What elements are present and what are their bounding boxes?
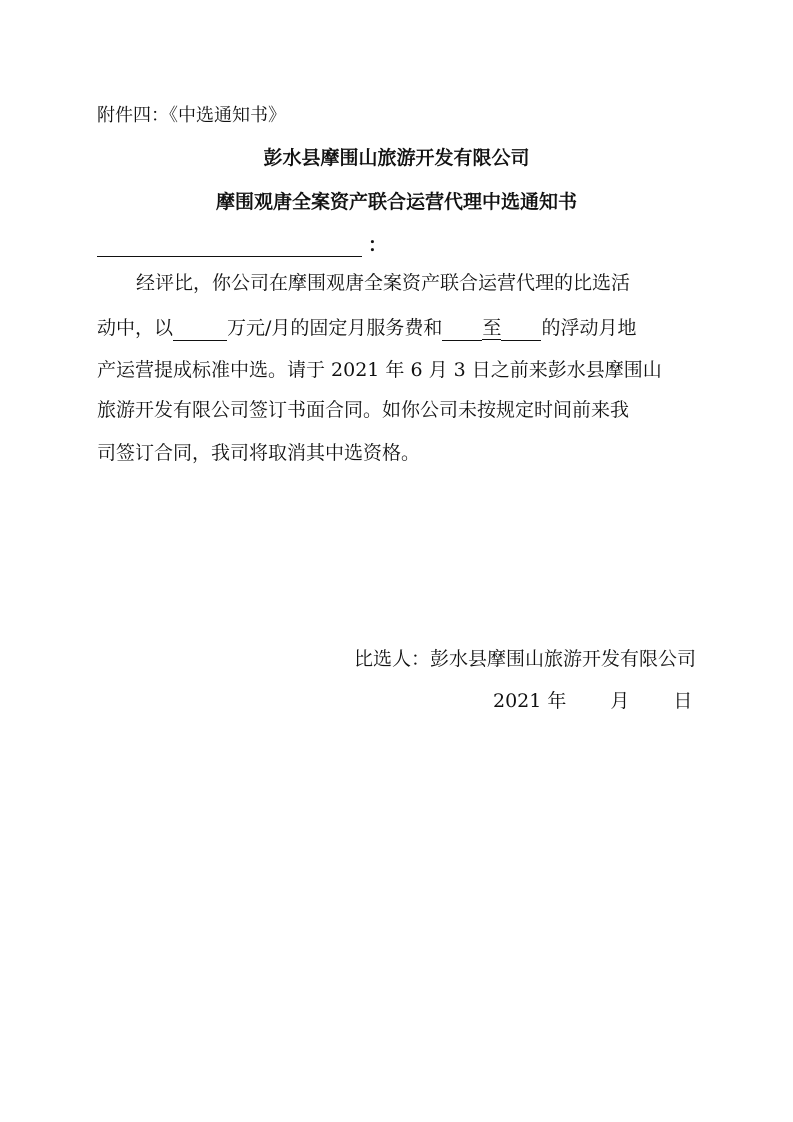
date-line — [493, 689, 692, 713]
signer-line: 比选人：彭水县摩围山旅游开发有限公司 — [353, 648, 696, 670]
body-line-2 — [97, 316, 636, 341]
body-line-2-mid: 至 — [482, 317, 502, 339]
attachment-label: 附件四：《中选通知书》 — [97, 105, 286, 126]
body-line-2-part2: 万元/月的固定月服务费和 — [227, 317, 443, 339]
body-line-2-part3: 的浮动月地 — [541, 317, 637, 339]
addressee-line — [97, 233, 387, 257]
body-line-5: 司签订合同，我司将取消其中选资格。 — [97, 442, 421, 464]
company-title: 彭水县摩围山旅游开发有限公司 — [263, 147, 530, 169]
date-year: 2021 年 — [493, 690, 567, 712]
body-line-3: 产运营提成标准中选。请于 2021 年 6 月 3 日之前来彭水县摩围山 — [97, 359, 662, 381]
date-month: 月 — [610, 690, 630, 712]
body-line-1: 经评比，你公司在摩围观唐全案资产联合运营代理的比选活 — [136, 272, 631, 294]
commission-max-blank — [501, 320, 541, 341]
document-title: 摩围观唐全案资产联合运营代理中选通知书 — [215, 191, 577, 213]
body-line-2-part1: 动中，以 — [97, 317, 174, 339]
addressee-colon: ： — [368, 234, 388, 256]
addressee-blank — [97, 238, 362, 257]
body-line-4: 旅游开发有限公司签订书面合同。如你公司未按规定时间前来我 — [97, 399, 630, 421]
commission-min-blank — [442, 320, 482, 341]
fixed-fee-blank — [173, 320, 227, 341]
date-day: 日 — [673, 690, 693, 712]
